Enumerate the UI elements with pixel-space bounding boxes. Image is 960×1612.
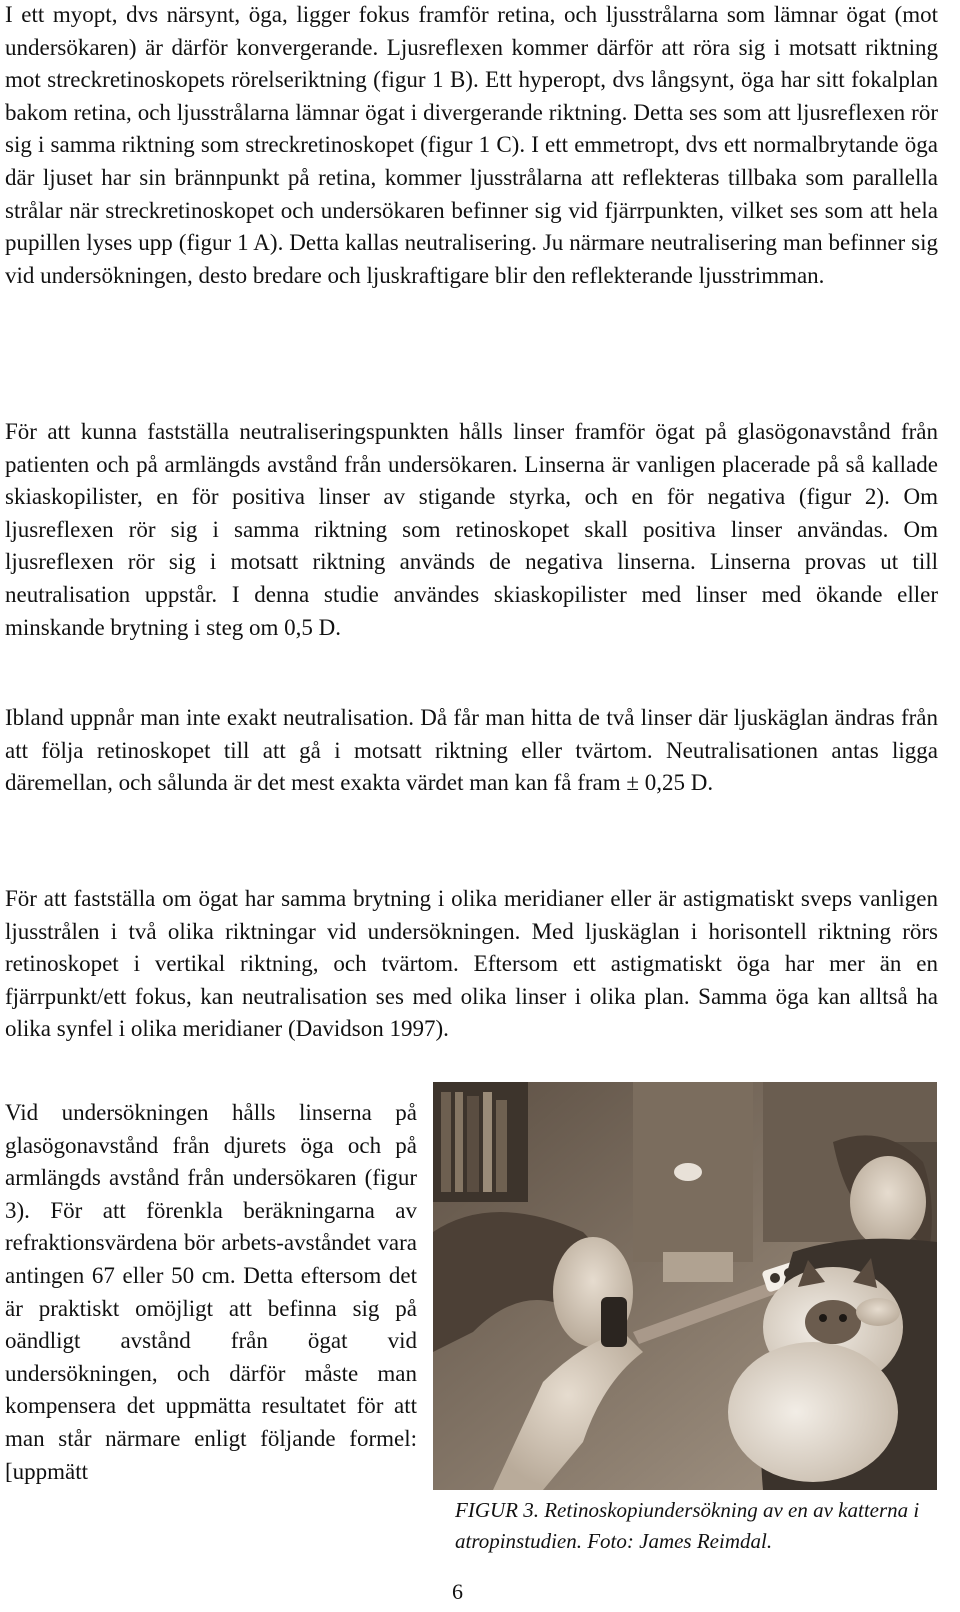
paragraph-refraction-types: I ett myopt, dvs närsynt, öga, ligger fokus framför retina, och ljusstrålarna som lämnar ögat (mot undersökaren) är därför konvergerande. Ljusreflexen kommer därför att röra sig i motsatt riktning mot streckretinoskopets rörelseriktning (figur 1 B). Ett hyperopt, dvs långsynt, öga har sitt fokalplan bakom retina, och ljusstrålarna lämnar ögat i divergerande riktning. Detta ses som att ljusreflexen rör sig i samma riktning som streckretinoskopet (figur 1 C). I ett emmetropt, dvs ett normalbrytande öga där ljuset har sin brännpunkt på retina, kommer ljusstrålarna att reflekteras tillbaka som parallella strålar när streckretinoskopet och undersökaren befinner sig vid fjärrpunkten, vilket ses som att hela pupillen lyses upp (figur 1 A). Detta kallas neutralisering. Ju närmare neutralisering man befinner sig vid undersökningen, desto bredare och ljuskraftigare blir den reflekterande ljusstrimman. [5,2,938,288]
retinoscopy-photo [433,1082,937,1490]
page-number: 6 [452,1579,463,1604]
figure-caption: FIGUR 3. Retinoskopiundersökning av en av katterna i atropinstudien. Foto: James Reimdal. [455,1498,920,1553]
paragraph-astigmatism: För att fastställa om ögat har samma brytning i olika meridianer eller är astigmatiskt sveps vanligen ljusstrålen i två olika riktningar vid undersökningen. Med ljuskäglan i horisontell riktning rörs retinoskopet i vertikal riktning, och tvärtom. Eftersom ett astigmatiskt öga har mer än en fjärrpunkt/ett fokus, kan neutralisation ses med olika linser i olika plan. Samma öga kan alltså ha olika synfel i olika meridianer (Davidson 1997). [5,886,938,1042]
paragraph-inexact-neutralisation: Ibland uppnår man inte exakt neutralisation. Då får man hitta de två linser där ljuskäglan ändras från att följa retinoskopet till att gå i motsatt riktning eller tvärtom. Neutralisationen antas ligga däremellan, och sålunda är det mest exakta värdet man kan få fram ± 0,25 D. [5,705,938,796]
paragraph-neutralisation-point: För att kunna fastställa neutraliseringspunkten hålls linser framför ögat på glasögonavstånd från patienten och på armlängds avstånd från undersökaren. Linserna är vanligen placerade på så kallade skiaskopilister, en för positiva linser av stigande styrka, och en för negativa (figur 2). Om ljusreflexen rör sig i samma riktning som retinoskopet skall positiva linser användas. Om ljusreflexen rör sig i motsatt riktning används de negativa linserna. Linserna provas ut till neutralisation uppstår. I denna studie användes skiaskopilister med linser med ökande eller minskande brytning i steg om 0,5 D. [5,419,938,640]
paragraph-examination-distance: Vid undersökningen hålls linserna på glasögonavstånd från djurets öga och på armlängds avstånd från undersökaren (figur 3). För att förenkla beräkningarna av refraktionsvärdena bör arbets-avståndet vara antingen 67 eller 50 cm. Detta eftersom det är praktiskt omöjligt att befinna sig på oändligt avstånd från ögat vid undersökningen, och därför måste man kompensera det uppmätta resultatet för att man står närmare enligt följande formel: [uppmätt [5,1100,417,1484]
